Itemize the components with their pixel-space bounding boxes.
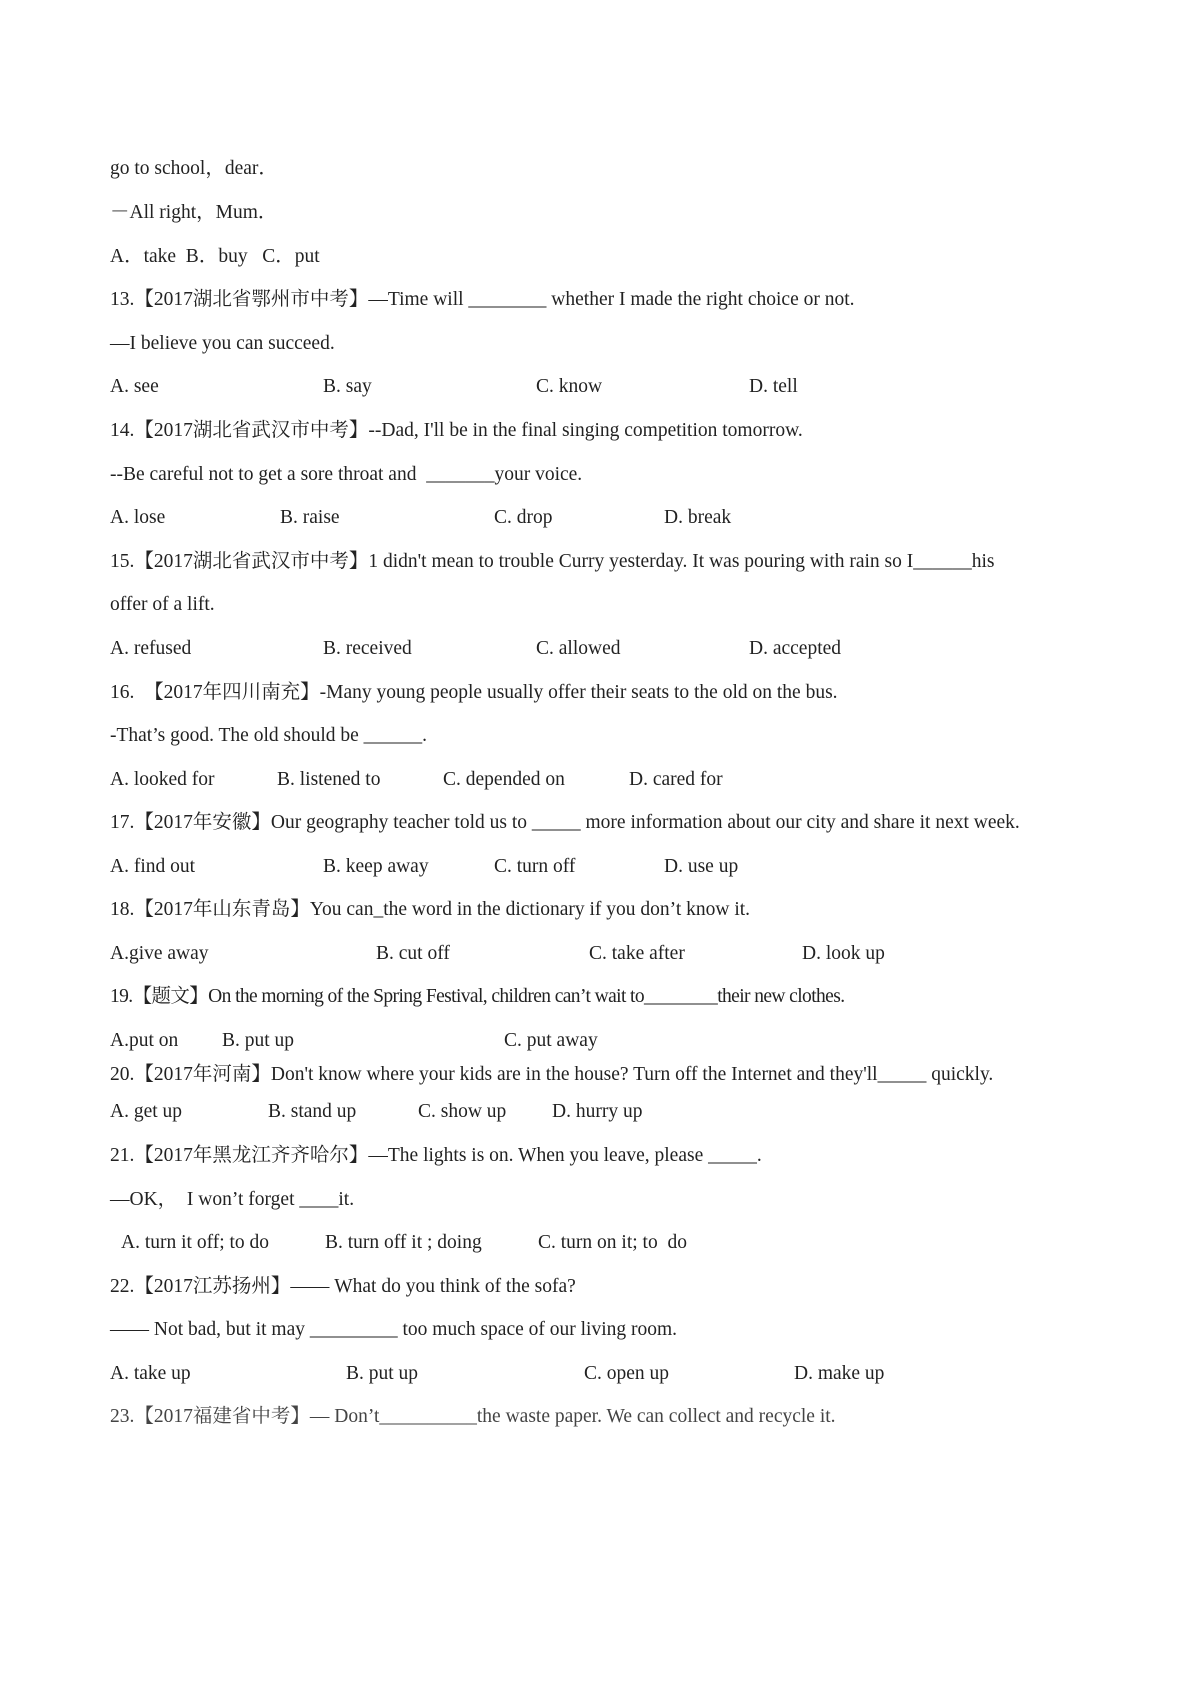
q19-option-c: C. put away: [504, 1030, 598, 1051]
q18-option-b: B. cut off: [376, 943, 450, 964]
q19-option-a: A.put on: [110, 1030, 179, 1051]
q13-option-c: C. know: [536, 376, 603, 397]
q20-option-c: C. show up: [418, 1101, 507, 1122]
question-18: 18.【2017年山东青岛】You can_the word in the dictionary if you don’t know it.: [110, 899, 751, 920]
q18-option-c: C. take after: [589, 943, 685, 964]
q18-option-d: D. look up: [802, 943, 885, 964]
q17-option-d: D. use up: [664, 856, 739, 877]
q14-option-c: C. drop: [494, 507, 553, 528]
question-20: 20.【2017年河南】Don't know where your kids are in the house? Turn off the Internet and they'll_____ quickly.: [110, 1064, 994, 1085]
question-21: 21.【2017年黑龙江齐齐哈尔】—The lights is on. When you leave, please _____.: [110, 1145, 762, 1166]
q20-option-b: B. stand up: [268, 1101, 357, 1122]
q17-option-a: A. find out: [110, 856, 196, 877]
question-13: 13.【2017湖北省鄂州市中考】—Time will ________ whether I made the right choice or not.: [110, 289, 855, 310]
q13-option-d: D. tell: [749, 376, 798, 397]
question-22: 22.【2017江苏扬州】—— What do you think of the sofa?: [110, 1276, 576, 1297]
question-19: 19.【题文】On the morning of the Spring Festival, children can’t wait to________their new clothes.: [110, 986, 845, 1007]
q16-option-a: A. looked for: [110, 769, 215, 790]
question-16-reply: -That’s good. The old should be ______.: [110, 725, 428, 746]
q20-option-d: D. hurry up: [552, 1101, 643, 1122]
question-14-reply: --Be careful not to get a sore throat and _______your voice.: [110, 464, 583, 485]
question-16: 16. 【2017年四川南充】-Many young people usually offer their seats to the old on the bus.: [110, 682, 838, 703]
question-12-reply: －All right，Mum．: [110, 202, 278, 223]
question-15-continuation: offer of a lift.: [110, 594, 215, 615]
q17-option-b: B. keep away: [323, 856, 429, 877]
q15-option-d: D. accepted: [749, 638, 842, 659]
q16-option-c: C. depended on: [443, 769, 565, 790]
q13-option-b: B. say: [323, 376, 372, 397]
question-14: 14.【2017湖北省武汉市中考】--Dad, I'll be in the final singing competition tomorrow.: [110, 420, 803, 441]
q13-option-a: A. see: [110, 376, 159, 397]
q20-option-a: A. get up: [110, 1101, 183, 1122]
q21-option-b: B. turn off it ; doing: [325, 1232, 482, 1253]
q17-option-c: C. turn off: [494, 856, 576, 877]
q21-option-a: A. turn it off; to do: [121, 1232, 270, 1253]
q22-option-c: C. open up: [584, 1363, 670, 1384]
q22-option-a: A. take up: [110, 1363, 191, 1384]
question-23: 23.【2017福建省中考】— Don’t__________the waste paper. We can collect and recycle it.: [110, 1406, 836, 1427]
question-12-options: A．take B．buy C．put: [110, 246, 320, 267]
question-15: 15.【2017湖北省武汉市中考】1 didn't mean to trouble Curry yesterday. It was pouring with rain so I______his: [110, 551, 995, 572]
q22-option-d: D. make up: [794, 1363, 885, 1384]
q14-option-d: D. break: [664, 507, 732, 528]
q16-option-b: B. listened to: [277, 769, 381, 790]
q19-option-b: B. put up: [222, 1030, 295, 1051]
q14-option-b: B. raise: [280, 507, 340, 528]
q22-option-b: B. put up: [346, 1363, 419, 1384]
question-22-reply: —— Not bad, but it may _________ too much space of our living room.: [110, 1319, 678, 1340]
q18-option-a: A.give away: [110, 943, 209, 964]
question-12-continuation: go to school，dear．: [110, 158, 278, 179]
question-13-reply: —I believe you can succeed.: [110, 333, 335, 354]
q15-option-a: A. refused: [110, 638, 192, 659]
question-17: 17.【2017年安徽】Our geography teacher told us to _____ more information about our city and share it next week.: [110, 812, 1020, 833]
q14-option-a: A. lose: [110, 507, 166, 528]
q21-option-c: C. turn on it; to do: [538, 1232, 687, 1253]
q16-option-d: D. cared for: [629, 769, 723, 790]
q15-option-b: B. received: [323, 638, 412, 659]
question-21-reply: —OK， I won’t forget ____it.: [110, 1189, 355, 1210]
q15-option-c: C. allowed: [536, 638, 621, 659]
